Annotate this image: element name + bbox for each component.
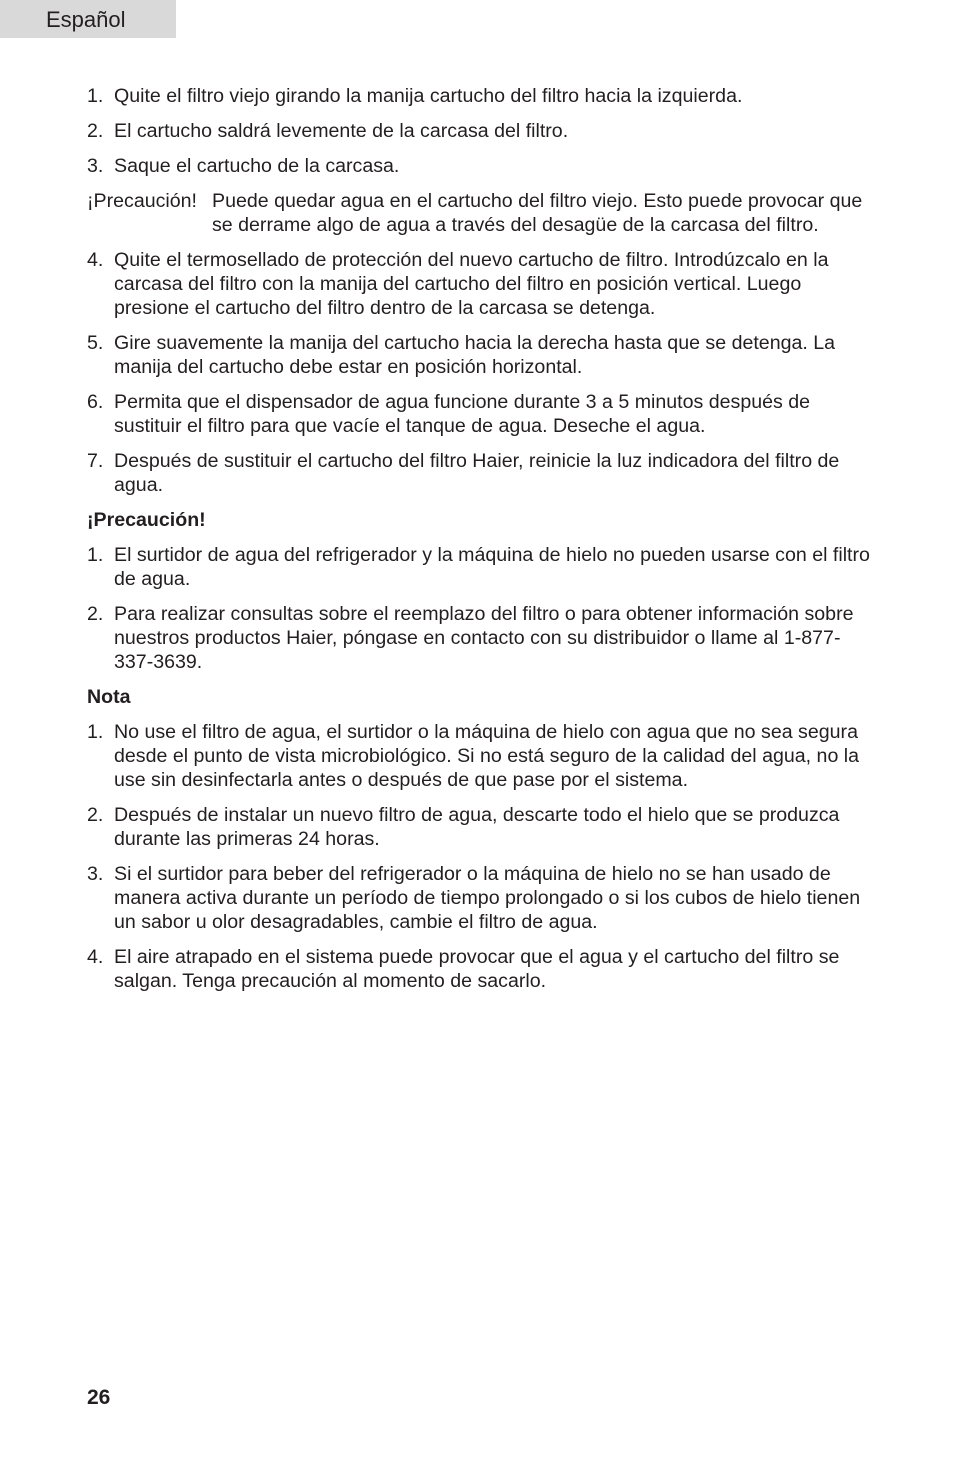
item-text: Si el surtidor para beber del refrigerador o la máquina de hielo no se han usado de manera activa durante un período de tiempo prolongado o si los cubos de hielo tienen un sabor u olor desagradables, cambie el filtro de agua. — [114, 863, 861, 933]
caution-label: ¡Precaución! — [87, 190, 197, 212]
list-item — [87, 84, 877, 108]
list-item — [87, 248, 877, 320]
item-text: El cartucho saldrá levemente de la carcasa del filtro. — [114, 120, 569, 142]
list-item — [87, 154, 877, 178]
item-number: 4. — [87, 249, 104, 271]
item-number: 1. — [87, 721, 104, 743]
item-text: Quite el filtro viejo girando la manija cartucho del filtro hacia la izquierda. — [114, 85, 743, 107]
item-text: Para realizar consultas sobre el reemplazo del filtro o para obtener información sobre nuestros productos Haier, póngase en contacto con su distribuidor o llame al 1-877-337-3639. — [114, 603, 854, 673]
item-text: Después de sustituir el cartucho del filtro Haier, reinicie la luz indicadora del filtro de agua. — [114, 450, 840, 496]
caution-heading: ¡Precaución! — [87, 509, 206, 531]
list-item — [87, 390, 877, 438]
page-number: 26 — [87, 1386, 111, 1409]
item-text: Después de instalar un nuevo filtro de agua, descarte todo el hielo que se produzca durante las primeras 24 horas. — [114, 804, 840, 850]
item-number: 2. — [87, 120, 104, 142]
item-text: Saque el cartucho de la carcasa. — [114, 155, 400, 177]
note-heading: Nota — [87, 686, 131, 708]
item-text: El surtidor de agua del refrigerador y la máquina de hielo no pueden usarse con el filtro de agua. — [114, 544, 870, 590]
item-text: Gire suavemente la manija del cartucho hacia la derecha hasta que se detenga. La manija del cartucho debe estar en posición horizontal. — [114, 332, 836, 378]
item-number: 1. — [87, 544, 104, 566]
list-item — [87, 449, 877, 497]
item-number: 2. — [87, 804, 104, 826]
item-text: Quite el termosellado de protección del nuevo cartucho de filtro. Introdúzcalo en la carcasa del filtro con la manija del cartucho del filtro en posición vertical. Luego presione el cartucho del filtro dentro de la carcasa se detenga. — [114, 249, 829, 319]
language-tab: Español — [0, 0, 176, 38]
list-item — [87, 720, 877, 792]
item-number: 7. — [87, 450, 104, 472]
item-number: 1. — [87, 85, 104, 107]
list-item — [87, 119, 877, 143]
list-item — [87, 803, 877, 851]
caution-text: Puede quedar agua en el cartucho del filtro viejo. Esto puede provocar que se derrame algo de agua a través del desagüe de la carcasa del filtro. — [212, 190, 863, 236]
caution-note — [87, 189, 877, 237]
list-item — [87, 543, 877, 591]
item-number: 4. — [87, 946, 104, 968]
item-text: No use el filtro de agua, el surtidor o la máquina de hielo con agua que no sea segura desde el punto de vista microbiológico. Si no está seguro de la calidad del agua, no la use sin desinfectarla antes o después de que pase por el sistema. — [114, 721, 860, 791]
manual-content — [87, 84, 877, 1004]
item-number: 2. — [87, 603, 104, 625]
list-item — [87, 331, 877, 379]
item-number: 5. — [87, 332, 104, 354]
list-item — [87, 602, 877, 674]
list-item — [87, 862, 877, 934]
item-text: El aire atrapado en el sistema puede provocar que el agua y el cartucho del filtro se salgan. Tenga precaución al momento de sacarlo. — [114, 946, 840, 992]
item-number: 3. — [87, 863, 104, 885]
item-text: Permita que el dispensador de agua funcione durante 3 a 5 minutos después de sustituir el filtro para que vacíe el tanque de agua. Deseche el agua. — [114, 391, 811, 437]
item-number: 3. — [87, 155, 104, 177]
list-item — [87, 945, 877, 993]
item-number: 6. — [87, 391, 104, 413]
